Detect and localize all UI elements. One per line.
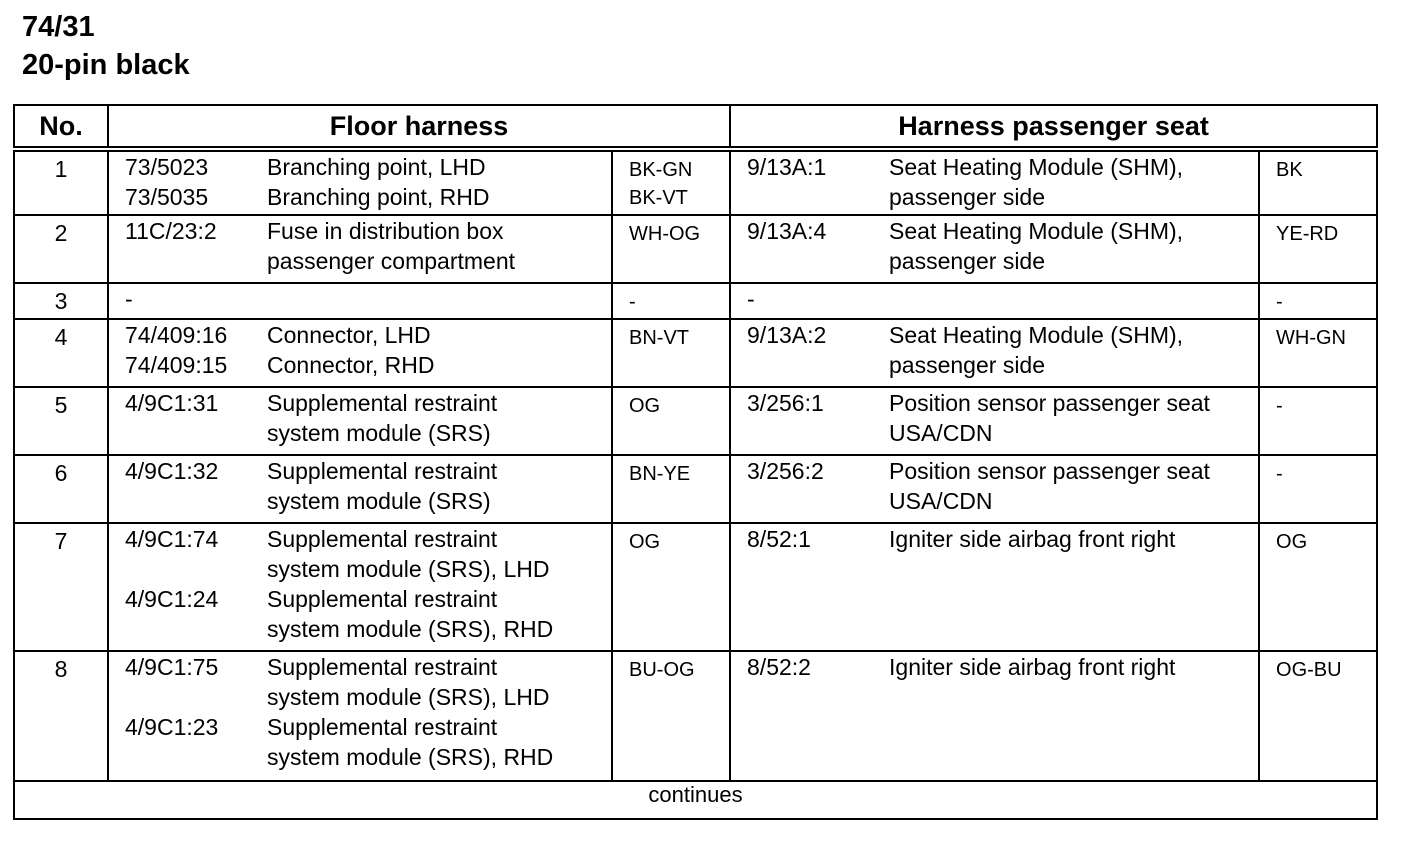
floor-harness-cell-line [109, 584, 611, 614]
floor-harness-cell-line [109, 350, 611, 380]
component-code [109, 614, 267, 644]
pin-number: 1 [14, 149, 108, 215]
floor-wire-color [612, 215, 730, 283]
passenger-wire-color [1259, 651, 1377, 781]
wire-color-code: WH-OG [629, 223, 701, 245]
component-code [109, 246, 267, 276]
wire-color-code: OG [629, 395, 661, 417]
wire-color-code: - [1276, 463, 1283, 485]
floor-harness-cell-line [109, 682, 611, 712]
floor-harness-cell-line [109, 152, 611, 182]
component-code: 74/409:15 [125, 352, 228, 378]
floor-harness-cell-line [109, 652, 611, 682]
table-row [14, 319, 1377, 387]
wire-color-code: BK-GN [629, 159, 693, 181]
floor-harness-cell [108, 283, 612, 319]
floor-harness-cell-line [109, 418, 611, 448]
pin-number: 3 [14, 283, 108, 319]
connector-number: 74/31 [22, 11, 95, 43]
table-row [14, 523, 1377, 651]
floor-harness-cell-line [109, 712, 611, 742]
passenger-harness-cell [730, 523, 1259, 651]
pin-number: 5 [14, 387, 108, 455]
floor-wire-color [612, 387, 730, 455]
header-passenger-harness: Harness passenger seat [730, 105, 1377, 149]
component-description: Seat Heating Module (SHM), [889, 218, 1184, 244]
component-code: 73/5023 [125, 154, 209, 180]
component-description: passenger compartment [267, 248, 516, 274]
component-code [731, 246, 889, 276]
passenger-harness-cell-line [731, 456, 1258, 486]
floor-harness-cell-line [109, 614, 611, 644]
connector-title [22, 8, 190, 84]
floor-harness-cell-line [109, 284, 611, 314]
component-description: Branching point, LHD [267, 154, 486, 180]
component-code: 4/9C1:75 [125, 654, 219, 680]
component-code: 8/52:2 [747, 654, 811, 680]
component-description [889, 284, 1258, 314]
floor-wire-color [612, 149, 730, 215]
floor-harness-cell [108, 149, 612, 215]
floor-harness-cell [108, 651, 612, 781]
component-code: 4/9C1:24 [125, 586, 219, 612]
component-description: system module (SRS), LHD [267, 684, 550, 710]
component-description: system module (SRS), RHD [267, 744, 554, 770]
wire-color-code: BN-VT [629, 327, 689, 349]
component-code: 9/13A:1 [747, 154, 827, 180]
passenger-harness-cell-line [731, 152, 1258, 182]
passenger-harness-cell [730, 215, 1259, 283]
component-description: system module (SRS) [267, 420, 491, 446]
component-code [109, 418, 267, 448]
passenger-harness-cell-line [731, 350, 1258, 380]
pin-number: 6 [14, 455, 108, 523]
floor-harness-cell [108, 387, 612, 455]
table-row [14, 651, 1377, 781]
component-code [731, 486, 889, 516]
component-code [109, 682, 267, 712]
component-description: Igniter side airbag front right [889, 654, 1176, 680]
passenger-harness-cell [730, 283, 1259, 319]
passenger-harness-cell-line [731, 524, 1258, 554]
wire-color-code: - [629, 291, 636, 313]
table-row [14, 387, 1377, 455]
passenger-harness-cell [730, 319, 1259, 387]
component-description: system module (SRS) [267, 488, 491, 514]
floor-wire-color [612, 651, 730, 781]
component-code: 4/9C1:23 [125, 714, 219, 740]
passenger-wire-color [1259, 387, 1377, 455]
passenger-harness-cell [730, 149, 1259, 215]
component-code: 4/9C1:74 [125, 526, 219, 552]
pin-number: 2 [14, 215, 108, 283]
component-description: Supplemental restraint [267, 714, 498, 740]
floor-harness-cell [108, 319, 612, 387]
passenger-wire-color [1259, 215, 1377, 283]
table-row [14, 215, 1377, 283]
floor-harness-cell-line [109, 182, 611, 212]
component-code: - [747, 286, 755, 312]
passenger-harness-cell-line [731, 320, 1258, 350]
component-description: USA/CDN [889, 420, 993, 446]
passenger-wire-color [1259, 283, 1377, 319]
component-description: Supplemental restraint [267, 526, 498, 552]
table-row [14, 149, 1377, 215]
floor-harness-cell-line [109, 524, 611, 554]
header-floor-harness: Floor harness [108, 105, 730, 149]
component-description: USA/CDN [889, 488, 993, 514]
wire-color-code: - [1276, 395, 1283, 417]
passenger-harness-cell-line [731, 418, 1258, 448]
component-description: Position sensor passenger seat [889, 458, 1210, 484]
floor-wire-color [612, 455, 730, 523]
floor-harness-cell [108, 523, 612, 651]
floor-harness-cell-line [109, 456, 611, 486]
floor-harness-cell-line [109, 554, 611, 584]
component-code: 3/256:2 [747, 458, 824, 484]
table-row [14, 283, 1377, 319]
component-description: Branching point, RHD [267, 184, 490, 210]
floor-harness-cell [108, 215, 612, 283]
floor-harness-cell-line [109, 486, 611, 516]
floor-harness-cell-line [109, 742, 611, 772]
pinout-table [13, 104, 1378, 820]
floor-wire-color [612, 283, 730, 319]
passenger-wire-color [1259, 523, 1377, 651]
table-row [14, 455, 1377, 523]
table-header-row [14, 105, 1377, 149]
floor-harness-cell-line [109, 320, 611, 350]
passenger-harness-cell [730, 455, 1259, 523]
header-no: No. [14, 105, 108, 149]
floor-harness-cell-line [109, 246, 611, 276]
wire-color-code: BN-YE [629, 463, 691, 485]
component-code [731, 418, 889, 448]
component-description: Position sensor passenger seat [889, 390, 1210, 416]
component-code: 11C/23:2 [125, 218, 217, 244]
component-code: - [125, 286, 133, 312]
floor-harness-cell [108, 455, 612, 523]
floor-harness-cell-line [109, 388, 611, 418]
passenger-harness-cell-line [731, 388, 1258, 418]
wire-color-code: OG-BU [1276, 659, 1342, 681]
passenger-wire-color [1259, 149, 1377, 215]
component-description: Seat Heating Module (SHM), [889, 322, 1184, 348]
component-code: 8/52:1 [747, 526, 811, 552]
pin-number: 4 [14, 319, 108, 387]
passenger-harness-cell-line [731, 216, 1258, 246]
passenger-wire-color [1259, 455, 1377, 523]
component-code: 3/256:1 [747, 390, 824, 416]
component-description: Supplemental restraint [267, 654, 498, 680]
wire-color-code: - [1276, 291, 1283, 313]
component-description: passenger side [889, 248, 1046, 274]
pin-number: 8 [14, 651, 108, 781]
floor-harness-cell-line [109, 216, 611, 246]
wire-color-code: OG [1276, 531, 1308, 553]
component-description [267, 284, 611, 314]
component-description: Supplemental restraint [267, 458, 498, 484]
component-description: passenger side [889, 184, 1046, 210]
component-description: Seat Heating Module (SHM), [889, 154, 1184, 180]
passenger-wire-color [1259, 319, 1377, 387]
component-description: Supplemental restraint [267, 586, 498, 612]
component-description: Connector, LHD [267, 322, 431, 348]
passenger-harness-cell [730, 387, 1259, 455]
passenger-harness-cell-line [731, 486, 1258, 516]
connector-description: 20-pin black [22, 49, 190, 81]
passenger-harness-cell-line [731, 284, 1258, 314]
passenger-harness-cell [730, 651, 1259, 781]
wire-color-code: BK-VT [629, 187, 688, 209]
component-code [731, 350, 889, 380]
component-code: 4/9C1:32 [125, 458, 219, 484]
wire-color-code: BK [1276, 159, 1303, 181]
continues-row [14, 781, 1377, 819]
component-code: 74/409:16 [125, 322, 228, 348]
component-code: 9/13A:2 [747, 322, 827, 348]
wire-color-code: WH-GN [1276, 327, 1346, 349]
floor-wire-color [612, 319, 730, 387]
component-code [109, 486, 267, 516]
pin-number: 7 [14, 523, 108, 651]
passenger-harness-cell-line [731, 182, 1258, 212]
component-description: passenger side [889, 352, 1046, 378]
component-code: 4/9C1:31 [125, 390, 219, 416]
component-code [731, 182, 889, 212]
component-description: system module (SRS), RHD [267, 616, 554, 642]
continues-label: continues [14, 781, 1377, 819]
component-code [109, 554, 267, 584]
wire-color-code: YE-RD [1276, 223, 1339, 245]
component-code: 73/5035 [125, 184, 209, 210]
component-description: Fuse in distribution box [267, 218, 504, 244]
component-description: Igniter side airbag front right [889, 526, 1176, 552]
component-code [109, 742, 267, 772]
component-description: Connector, RHD [267, 352, 435, 378]
wire-color-code: BU-OG [629, 659, 695, 681]
passenger-harness-cell-line [731, 246, 1258, 276]
component-code: 9/13A:4 [747, 218, 827, 244]
wire-color-code: OG [629, 531, 661, 553]
component-description: system module (SRS), LHD [267, 556, 550, 582]
floor-wire-color [612, 523, 730, 651]
component-description: Supplemental restraint [267, 390, 498, 416]
passenger-harness-cell-line [731, 652, 1258, 682]
